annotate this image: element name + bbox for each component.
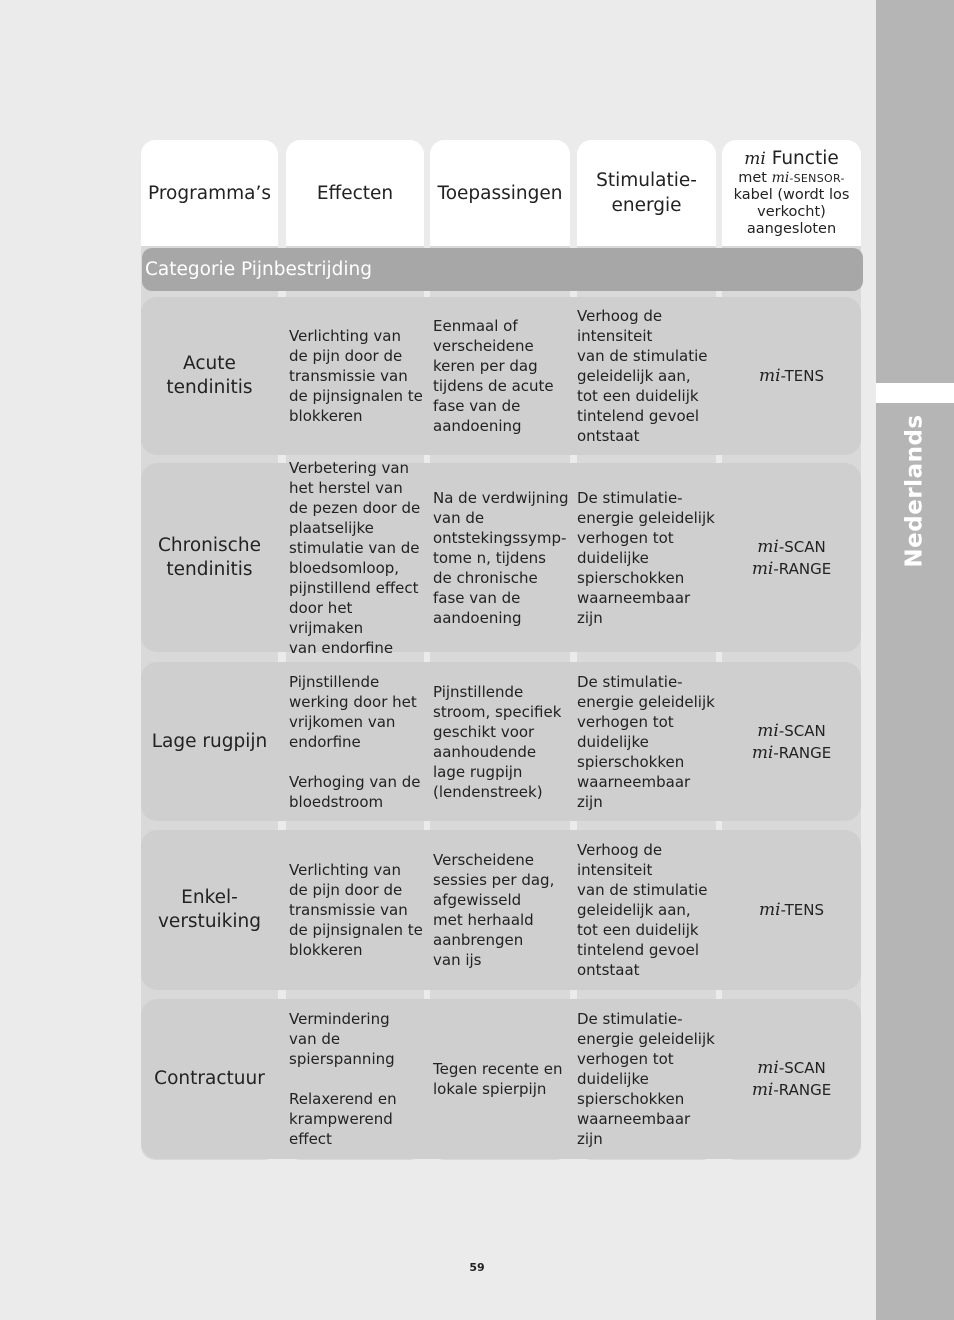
mi-mode-label: -SCAN — [778, 1059, 826, 1077]
header-mi-kabel-line1: kabel (wordt los — [733, 187, 850, 203]
cell-line — [752, 742, 831, 764]
header-mi-functie — [722, 140, 861, 246]
language-sidebar — [876, 0, 954, 1320]
header-programmas — [141, 140, 278, 246]
cell-line: spierschokken — [577, 752, 685, 771]
header-stimulatie — [577, 140, 716, 246]
table-cell-program — [141, 999, 278, 1159]
table-cell-effects — [289, 830, 424, 990]
cell-line: tome n, tijdens — [433, 548, 546, 567]
cell-line: verscheidene — [433, 337, 534, 355]
cell-line: stimulatie van de — [289, 538, 420, 557]
table-cell-mi — [722, 662, 861, 821]
cell-line: krampwerend — [289, 1110, 393, 1128]
cell-line: lokale spierpijn — [433, 1080, 547, 1098]
header-toepassingen-label: Toepassingen — [437, 182, 563, 204]
cell-line: zijn — [577, 1130, 603, 1148]
cell-line: endorfine — [289, 732, 361, 751]
cell-line: effect — [289, 1130, 332, 1148]
cell-line: Verbetering van — [289, 458, 410, 477]
cell-line: Contractuur — [154, 1068, 265, 1089]
cell-line: stroom, specifiek — [433, 702, 562, 721]
cell-line: waarneembaar — [577, 772, 691, 791]
header-mi-met: met — [738, 170, 767, 186]
mi-logo-icon: mi — [751, 742, 774, 763]
cell-line: Tegen recente en — [433, 1060, 563, 1078]
header-effecten-label: Effecten — [316, 182, 394, 204]
cell-line — [752, 558, 831, 580]
cell-line — [752, 1057, 831, 1079]
cell-line: transmissie van — [289, 367, 408, 385]
cell-line: Verlichting van — [289, 327, 402, 345]
cell-line: met herhaald — [433, 911, 534, 929]
table-cell-program — [141, 830, 278, 990]
cell-line: lage rugpijn — [433, 762, 523, 781]
cell-line: vrijkomen van — [289, 712, 396, 731]
cell-line: Chronische — [158, 534, 261, 556]
cell-line: tendinitis — [166, 558, 253, 580]
cell-line: Verhoog de — [577, 841, 663, 859]
cell-line: duidelijke — [577, 732, 649, 751]
cell-line: Verhoog de — [577, 307, 663, 325]
cell-line: tendinitis — [166, 377, 253, 398]
cell-line: blokkeren — [289, 407, 363, 425]
table-cell-energy — [577, 297, 716, 455]
cell-line: (lendenstreek) — [433, 782, 543, 801]
header-mi-kabel-line2: verkocht) — [757, 204, 826, 220]
cell-line: de pezen door de — [289, 498, 421, 517]
table-cell-applications — [433, 830, 570, 990]
cell-line: De stimulatie- — [577, 1010, 683, 1028]
cell-line: spierspanning — [289, 1050, 395, 1068]
cell-line: transmissie van — [289, 901, 408, 919]
cell-line: van de — [289, 1030, 341, 1048]
cell-line — [289, 752, 421, 772]
cell-line — [759, 365, 824, 387]
table-cell-effects — [289, 999, 424, 1159]
cell-line: Vermindering — [289, 1010, 390, 1028]
table-cell-mi — [722, 297, 861, 455]
header-mi-kabel-line3: aangesloten — [746, 221, 837, 237]
cell-line: fase van de — [433, 588, 521, 607]
cell-line: ontstaat — [577, 961, 640, 979]
cell-line: van de — [433, 508, 485, 527]
cell-line — [752, 1079, 831, 1101]
table-cell-program — [141, 662, 278, 821]
mi-mode-label: -TENS — [780, 901, 824, 919]
table-cell-applications — [433, 297, 570, 455]
cell-line: aandoening — [433, 608, 522, 627]
cell-line: Acute — [183, 353, 236, 374]
cell-line: tot een duidelijk — [577, 921, 699, 939]
cell-line: ontstekingssymp- — [433, 528, 567, 547]
mi-logo-icon: mi — [757, 536, 779, 557]
table-cell-energy — [577, 662, 716, 821]
cell-line: energie geleidelijk — [577, 692, 715, 711]
cell-line: spierschokken — [577, 1090, 685, 1108]
header-programmas-label: Programma’s — [148, 182, 271, 204]
cell-line: van ijs — [433, 951, 482, 969]
header-mi-functie-title: Functie — [771, 148, 839, 169]
cell-line: Na de verdwijning — [433, 488, 569, 507]
language-label: Nederlands — [902, 413, 928, 568]
cell-line: intensiteit — [577, 861, 653, 879]
mi-mode-label: -SCAN — [778, 721, 826, 740]
table-cell-applications — [433, 999, 570, 1159]
table-cell-applications — [433, 662, 570, 821]
cell-line: het herstel van — [289, 478, 403, 497]
cell-line: zijn — [577, 792, 603, 811]
table-cell-energy — [577, 830, 716, 990]
cell-line: duidelijke — [577, 1070, 649, 1088]
cell-line: verhogen tot — [577, 528, 674, 547]
page-number: 59 — [469, 1261, 485, 1274]
cell-line: tintelend gevoel — [577, 407, 700, 425]
cell-line — [752, 536, 831, 558]
mi-logo-icon: mi — [759, 366, 781, 386]
cell-line: bloedstroom — [289, 792, 384, 811]
cell-line: pijnstillend effect — [289, 578, 419, 597]
table-cell-effects — [289, 297, 424, 455]
cell-line: aandoening — [433, 417, 522, 435]
cell-line: afgewisseld — [433, 891, 522, 909]
table-cell-mi — [722, 463, 861, 652]
header-stimulatie-line2: energie — [611, 195, 682, 216]
table-cell-energy — [577, 463, 716, 652]
cell-line: ontstaat — [577, 427, 640, 445]
cell-line: de pijnsignalen te — [289, 387, 423, 405]
header-mi-sensor: -SENSOR- — [789, 172, 845, 185]
header-effecten — [286, 140, 424, 246]
cell-line: intensiteit — [577, 327, 653, 345]
cell-line: verhogen tot — [577, 712, 674, 731]
cell-line: waarneembaar — [577, 1110, 691, 1128]
table-cell-program — [141, 463, 278, 652]
table-cell-mi — [722, 830, 861, 990]
cell-line: Verscheidene — [433, 851, 534, 869]
cell-line: De stimulatie- — [577, 672, 683, 691]
cell-line: tintelend gevoel — [577, 941, 700, 959]
table-cell-effects — [289, 662, 424, 821]
cell-line: verstuiking — [157, 911, 261, 932]
cell-line: Eenmaal of — [433, 317, 518, 335]
mi-logo-icon: mi — [757, 720, 779, 741]
cell-line: blokkeren — [289, 941, 363, 959]
table-cell-applications — [433, 463, 570, 652]
mi-logo-icon: mi — [759, 900, 781, 920]
language-tab — [876, 403, 954, 578]
cell-line: tijdens de acute — [433, 377, 554, 395]
mi-mode-label: -RANGE — [773, 559, 832, 578]
cell-line: van endorfine — [289, 638, 394, 657]
cell-line: energie geleidelijk — [577, 1030, 715, 1048]
mi-logo-icon: mi — [771, 170, 790, 186]
cell-line: Pijnstillende — [433, 682, 524, 701]
cell-line: waarneembaar — [577, 588, 691, 607]
cell-line: Lage rugpijn — [151, 730, 268, 752]
cell-line: bloedsomloop, — [289, 558, 400, 577]
mi-logo-icon: mi — [751, 1080, 774, 1100]
mi-mode-label: -RANGE — [773, 743, 832, 762]
cell-line: door het vrijmaken — [289, 598, 364, 637]
cell-line — [289, 1069, 397, 1089]
cell-line: spierschokken — [577, 568, 685, 587]
cell-line: sessies per dag, — [433, 871, 555, 889]
cell-line: tot een duidelijk — [577, 387, 699, 405]
cell-line: van de stimulatie — [577, 881, 708, 899]
cell-line: Verlichting van — [289, 861, 402, 879]
cell-line: geleidelijk aan, — [577, 901, 691, 919]
cell-line: de pijn door de — [289, 881, 403, 899]
cell-line: Relaxerend en — [289, 1090, 397, 1108]
sidebar-divider — [876, 383, 954, 403]
mi-mode-label: -RANGE — [773, 1081, 832, 1099]
cell-line: aanbrengen — [433, 931, 524, 949]
cell-line: geleidelijk aan, — [577, 367, 691, 385]
cell-line: Pijnstillende — [289, 672, 380, 691]
cell-line: de pijn door de — [289, 347, 403, 365]
cell-line: fase van de — [433, 397, 521, 415]
cell-line: zijn — [577, 608, 603, 627]
header-toepassingen — [430, 140, 570, 246]
category-label: Categorie Pijnbestrijding — [145, 259, 372, 280]
header-stimulatie-line1: Stimulatie- — [596, 170, 697, 191]
cell-line: Enkel- — [181, 887, 238, 908]
table-cell-effects — [289, 458, 424, 657]
cell-line: duidelijke — [577, 548, 649, 567]
cell-line — [759, 899, 824, 921]
cell-line: aanhoudende — [433, 742, 537, 761]
cell-line: werking door het — [289, 692, 417, 711]
cell-line: geschikt voor — [433, 722, 535, 741]
cell-line: keren per dag — [433, 357, 538, 375]
cell-line: de pijnsignalen te — [289, 921, 423, 939]
table-cell-mi — [722, 999, 861, 1159]
cell-line: van de stimulatie — [577, 347, 708, 365]
table-cell-energy — [577, 999, 716, 1159]
category-band — [142, 248, 863, 291]
cell-line: de chronische — [433, 568, 538, 587]
mi-logo-icon: mi — [757, 1058, 779, 1078]
cell-line: verhogen tot — [577, 1050, 674, 1068]
cell-line — [752, 720, 831, 742]
mi-mode-label: -TENS — [780, 367, 824, 385]
mi-logo-icon: mi — [751, 558, 774, 579]
table-cell-program — [141, 297, 278, 455]
mi-logo-icon: mi — [744, 149, 766, 169]
cell-line: energie geleidelijk — [577, 508, 715, 527]
cell-line: De stimulatie- — [577, 488, 683, 507]
mi-mode-label: -SCAN — [778, 537, 826, 556]
cell-line: Verhoging van de — [289, 772, 421, 791]
cell-line: plaatselijke — [289, 518, 374, 537]
